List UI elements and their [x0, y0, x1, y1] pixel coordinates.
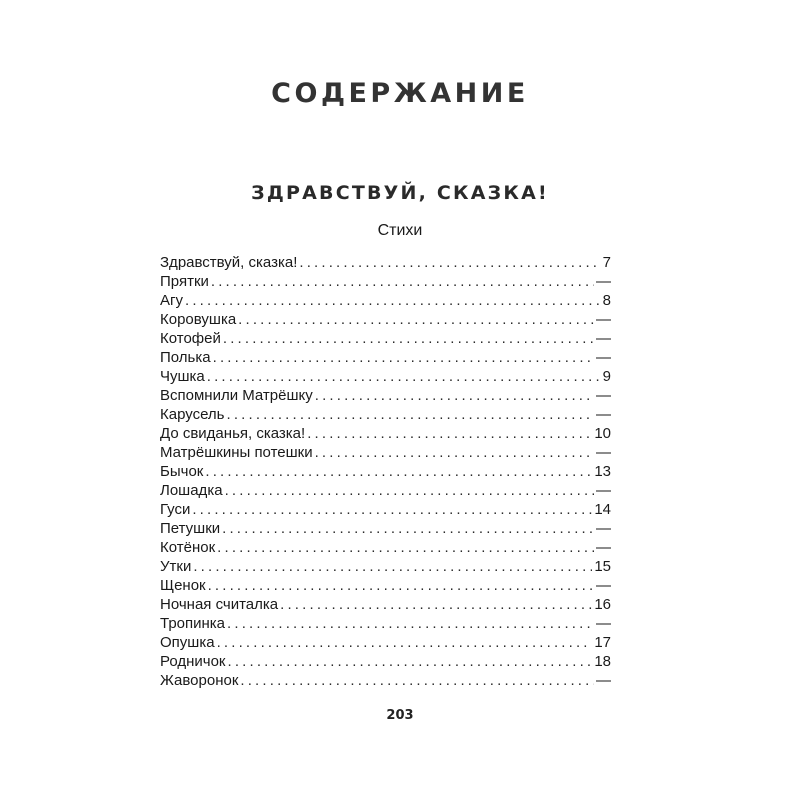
toc-entry[interactable] [160, 481, 611, 500]
toc-entry[interactable] [160, 652, 611, 671]
dot-leader [227, 614, 594, 633]
toc-entry-page: 14 [594, 501, 611, 518]
toc-entry-page: — [596, 482, 611, 499]
toc-entry[interactable] [160, 557, 611, 576]
toc-entry-page: — [596, 615, 611, 632]
dot-leader [217, 538, 594, 557]
dot-leader [280, 595, 592, 614]
toc-entry-title: Чушка [160, 368, 205, 385]
dot-leader [238, 310, 594, 329]
toc-entry[interactable] [160, 405, 611, 424]
toc-entry[interactable] [160, 462, 611, 481]
dot-leader [225, 481, 594, 500]
toc-entry-page: — [596, 539, 611, 556]
dot-leader [217, 633, 593, 652]
toc-entry-title: Коровушка [160, 311, 237, 328]
toc-entry[interactable] [160, 595, 611, 614]
dot-leader [240, 671, 594, 690]
table-of-contents [160, 253, 611, 690]
dot-leader [205, 462, 592, 481]
dot-leader [307, 424, 592, 443]
toc-entry-title: Утки [160, 558, 192, 575]
toc-entry-page: — [596, 273, 611, 290]
toc-entry-title: Котёнок [160, 539, 216, 556]
toc-entry[interactable] [160, 633, 611, 652]
toc-entry-page: — [596, 520, 611, 537]
toc-entry-page: 10 [594, 425, 611, 442]
toc-entry[interactable] [160, 291, 611, 310]
toc-entry-title: Бычок [160, 463, 204, 480]
toc-entry-title: Котофей [160, 330, 221, 347]
toc-entry-page: — [596, 444, 611, 461]
dot-leader [315, 386, 594, 405]
toc-entry-page: 17 [594, 634, 611, 651]
toc-entry-page: — [596, 672, 611, 689]
toc-entry-title: Агу [160, 292, 183, 309]
toc-entry-title: Гуси [160, 501, 191, 518]
toc-entry-title: Матрёшкины потешки [160, 444, 313, 461]
page-number: 203 [386, 708, 414, 723]
dot-leader [228, 652, 593, 671]
dot-leader [193, 557, 592, 576]
toc-entry-page: — [596, 330, 611, 347]
subsection-title: Стихи [377, 222, 423, 239]
dot-leader [227, 405, 595, 424]
toc-entry-page: — [596, 349, 611, 366]
toc-entry-title: Здравствуй, сказка! [160, 254, 298, 271]
section-title: ЗДРАВСТВУЙ, СКАЗКА! [251, 182, 549, 204]
toc-entry[interactable] [160, 614, 611, 633]
toc-entry-title: Лошадка [160, 482, 223, 499]
toc-entry-title: Вспомнили Матрёшку [160, 387, 313, 404]
dot-leader [299, 253, 600, 272]
toc-entry-page: 7 [602, 254, 611, 271]
toc-entry-page: 9 [602, 368, 611, 385]
toc-entry[interactable] [160, 500, 611, 519]
dot-leader [185, 291, 601, 310]
toc-entry-title: Опушка [160, 634, 215, 651]
toc-entry[interactable] [160, 348, 611, 367]
dot-leader [192, 500, 592, 519]
toc-entry[interactable] [160, 329, 611, 348]
dot-leader [315, 443, 594, 462]
toc-entry-title: Родничок [160, 653, 226, 670]
toc-entry-title: Петушки [160, 520, 221, 537]
toc-entry-page: — [596, 387, 611, 404]
toc-entry[interactable] [160, 538, 611, 557]
dot-leader [223, 329, 594, 348]
toc-entry[interactable] [160, 576, 611, 595]
toc-entry-page: — [596, 406, 611, 423]
toc-entry-page: 16 [594, 596, 611, 613]
toc-entry[interactable] [160, 443, 611, 462]
toc-entry[interactable] [160, 272, 611, 291]
page-title: СОДЕРЖАНИЕ [271, 78, 529, 109]
toc-entry-title: Жаворонок [160, 672, 239, 689]
toc-entry-page: 13 [594, 463, 611, 480]
toc-entry-title: Полька [160, 349, 211, 366]
toc-entry[interactable] [160, 424, 611, 443]
toc-entry-page: — [596, 311, 611, 328]
toc-entry[interactable] [160, 671, 611, 690]
dot-leader [208, 576, 594, 595]
toc-entry-page: 18 [594, 653, 611, 670]
toc-entry[interactable] [160, 386, 611, 405]
toc-entry-title: До свиданья, сказка! [160, 425, 306, 442]
toc-entry-page: 8 [602, 292, 611, 309]
dot-leader [211, 272, 594, 291]
toc-entry-title: Тропинка [160, 615, 226, 632]
toc-entry[interactable] [160, 253, 611, 272]
toc-entry-title: Ночная считалка [160, 596, 279, 613]
toc-entry-title: Щенок [160, 577, 206, 594]
dot-leader [213, 348, 594, 367]
dot-leader [222, 519, 594, 538]
toc-entry[interactable] [160, 367, 611, 386]
toc-entry[interactable] [160, 519, 611, 538]
toc-entry-page: — [596, 577, 611, 594]
toc-entry-title: Прятки [160, 273, 209, 290]
dot-leader [207, 367, 601, 386]
toc-entry-title: Карусель [160, 406, 225, 423]
toc-entry-page: 15 [594, 558, 611, 575]
toc-entry[interactable] [160, 310, 611, 329]
